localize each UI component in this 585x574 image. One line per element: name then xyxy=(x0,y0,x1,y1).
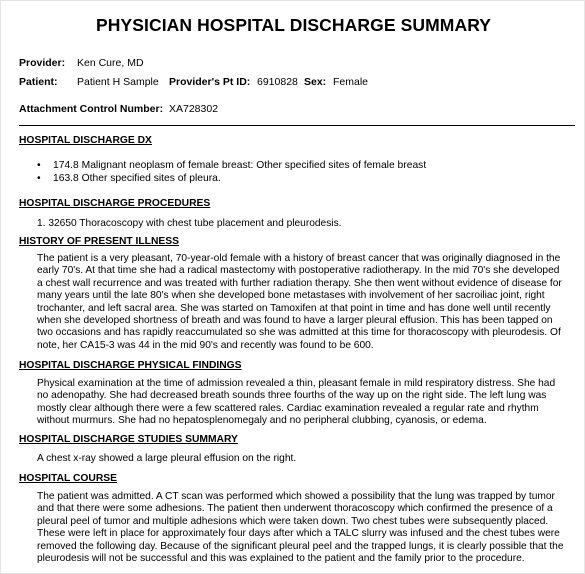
sex-label: Sex: xyxy=(304,76,327,88)
course-heading: HOSPITAL COURSE xyxy=(19,473,118,484)
dx-item: • 163.8 Other specified sites of pleura. xyxy=(37,173,221,184)
document-title: PHYSICIAN HOSPITAL DISCHARGE SUMMARY xyxy=(95,15,492,35)
bullet-icon: • xyxy=(37,160,41,171)
history-heading: HISTORY OF PRESENT ILLNESS xyxy=(19,236,180,247)
bullet-icon: • xyxy=(37,173,41,184)
course-text: The patient was admitted. A CT scan was performed which showed a possibility that the lung was trapped by tumor and that there were some adhesions. The patient then underwent thoracoscopy which confirmed the presence of a pleural peel of tumor and multiple adhesions which were taken down. Two chest tubes were subsequently placed. These were left in place for approximately four days after which a TALC slurry was infused and the chest tubes were removed the following day. Because of the significant pleural peel and the trapped lungs, it is clearly possible that the pleurodesis will not be successful and this was explained to the patient and the family prior to the procedure. xyxy=(37,491,564,565)
procedures-heading: HOSPITAL DISCHARGE PROCEDURES xyxy=(19,198,211,209)
attachment-value: XA728302 xyxy=(169,103,219,115)
history-text: The patient is a very pleasant, 70-year-old female with a history of breast cancer that was originally diagnosed in the early 70's. At that time she had a radical mastectomy with postoperative radiotherapy. In the mid 70's she developed a chest wall recurrence and was treated with further radiation therapy. She then went without evidence of disease for many years until the late 80's when she developed bone metastases with involvement of her sacroiliac joint, right trochanter, and left sacral area. She was started on Tamoxifen at that point in time and has done well until recently when she developed shortness of breath and was found to have a larger pleural effusion. This has been tapped on two occasions and has rapidly reaccumulated so she was admitted at this time for thoracoscopy with pleurodesis. Of note, her CA15-3 was 44 in the mid 90's and recently was found to be 600. xyxy=(37,253,562,351)
procedure-item: 1. 32650 Thoracoscopy with chest tube placement and pleurodesis. xyxy=(37,218,342,229)
patient-label: Patient: xyxy=(19,76,58,88)
physical-findings-heading: HOSPITAL DISCHARGE PHYSICAL FINDINGS xyxy=(19,360,242,371)
dx-heading: HOSPITAL DISCHARGE DX xyxy=(19,135,152,146)
provider-label: Provider: xyxy=(19,57,66,69)
studies-text: A chest x-ray showed a large pleural effusion on the right. xyxy=(37,453,297,464)
patient-value: Patient H Sample xyxy=(77,76,159,88)
provider-value: Ken Cure, MD xyxy=(77,57,144,69)
attachment-label: Attachment Control Number: xyxy=(19,103,164,115)
sex-value: Female xyxy=(333,76,369,88)
divider xyxy=(19,125,575,126)
studies-heading: HOSPITAL DISCHARGE STUDIES SUMMARY xyxy=(19,434,238,445)
provider-pt-id-value: 6910828 xyxy=(257,76,298,88)
provider-pt-id-label: Provider's Pt ID: xyxy=(169,76,251,88)
physical-findings-text: Physical examination at the time of admission revealed a thin, pleasant female in mild respiratory distress. She had no adenopathy. She had decreased breath sounds three fourths of the way up on the right side. The left lung was mostly clear although there were a few scattered rales. Cardiac examination revealed a regular rate and rhythm without murmurs. She had no hepatosplenomegaly and no peripheral clubbing, cyanosis, or edema. xyxy=(37,378,556,427)
dx-item: • 174.8 Malignant neoplasm of female breast: Other specified sites of female breast xyxy=(37,160,427,171)
